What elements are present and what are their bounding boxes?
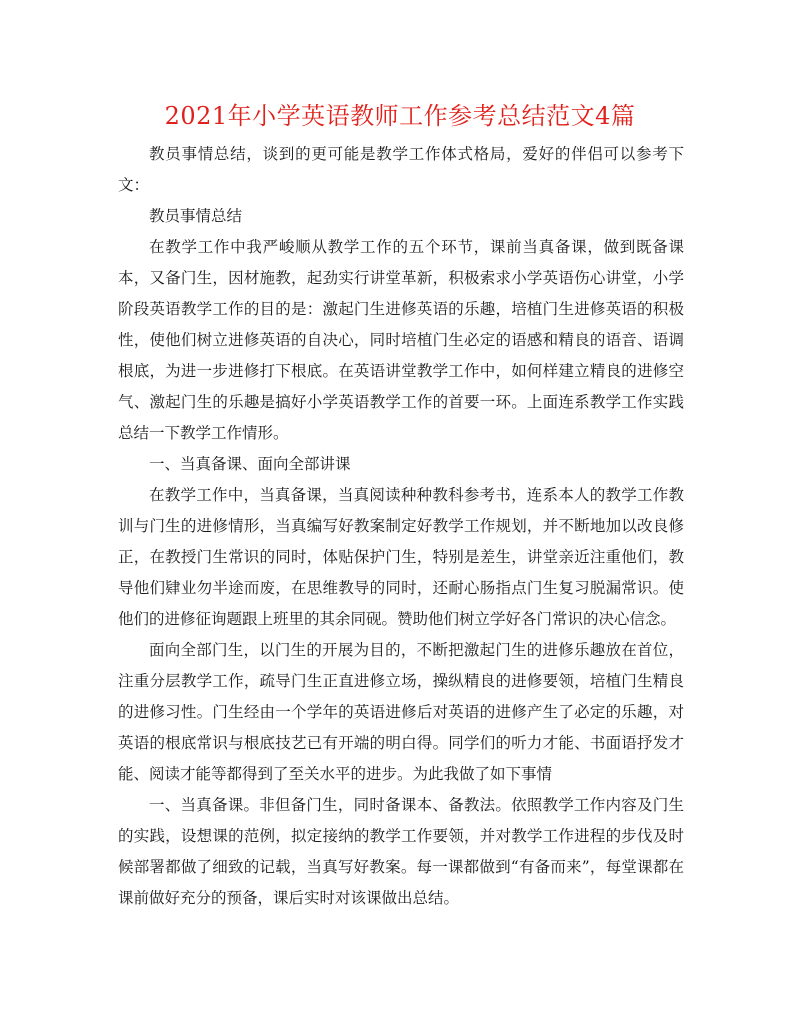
paragraph-heading-summary: 教员事情总结: [149, 207, 243, 225]
section-heading-1: 一、当真备课、面向全部讲课: [149, 455, 351, 473]
paragraph-all-students: 面向全部门生，以门生的开展为目的，不断把激起门生的进修乐趣放在首位，注重分层教学工作，疏导门生正直进修立场，操纵精良的进修要领，培植门生精良的进修习性。门生经由一个学年的英语进修后对英语的进修产生了必定的乐趣，对英语的根底常识与根底技艺已有开端的明白得。同学们的听力才能、书面语抒发才能、阅读才能等都得到了至关水平的进步。为此我做了如下事情: [118, 641, 684, 783]
paragraph-intro: 教员事情总结，谈到的更可能是教学工作体式格局，爱好的伴侣可以参考下文：: [118, 145, 684, 194]
paragraph-teaching-overview: 在教学工作中我严峻顺从教学工作的五个环节，课前当真备课，做到既备课本，又备门生，因材施教，起劲实行讲堂革新，积极索求小学英语伤心讲堂，小学阶段英语教学工作的目的是：激起门生进修英语的乐趣，培植门生进修英语的积极性，使他们树立进修英语的自决心，同时培植门生必定的语感和精良的语音、语调根底，为进一步进修打下根底。在英语讲堂教学工作中，如何样建立精良的进修空气、激起门生的乐趣是搞好小学英语教学工作的首要一环。上面连系教学工作实践总结一下教学工作情形。: [118, 238, 684, 442]
document-title: 2021年小学英语教师工作参考总结范文4篇: [164, 102, 636, 130]
paragraph-lesson-prep: 一、当真备课。非但备门生，同时备课本、备教法。依照教学工作内容及门生的实践，设想课的范例，拟定接纳的教学工作要领，并对教学工作进程的步伐及时候部署都做了细致的记载，当真写好教案。每一课都做到“有备而来”，每堂课都在课前做好充分的预备，课后实时对该课做出总结。: [118, 796, 684, 907]
paragraph-preparation: 在教学工作中，当真备课，当真阅读种种教科参考书，连系本人的教学工作教训与门生的进修情形，当真编写好教案制定好教学工作规划，并不断地加以改良修正，在教授门生常识的同时，体贴保护门生，特别是差生，讲堂亲近注重他们，教导他们肄业勿半途而废，在思维教导的同时，还耐心肠指点门生复习脱漏常识。使他们的进修征询题跟上班里的其余同砚。赞助他们树立学好各门常识的决心信念。: [118, 486, 684, 628]
document-body: [118, 139, 684, 914]
